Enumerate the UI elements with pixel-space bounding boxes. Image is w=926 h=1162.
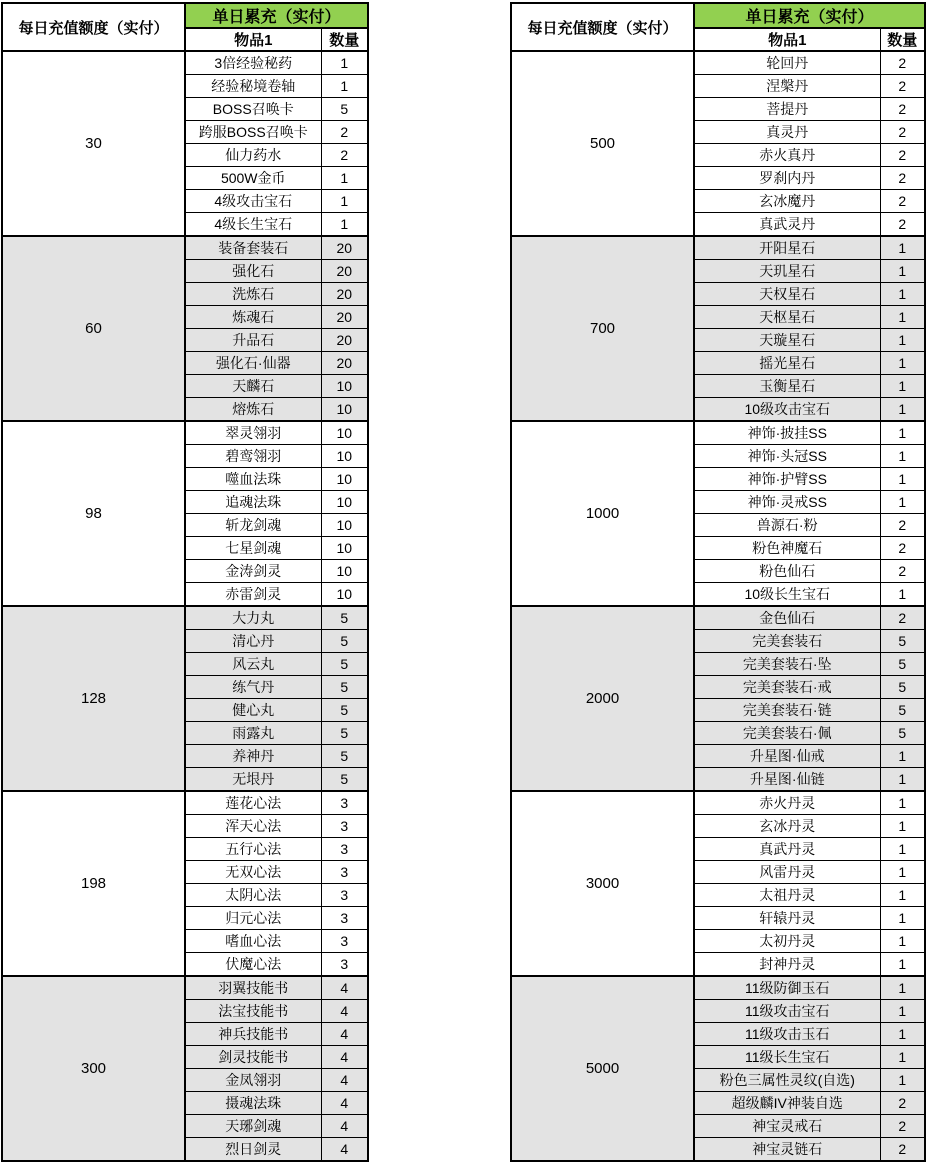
item-name-cell: 熔炼石 <box>185 398 321 422</box>
item-qty-cell: 1 <box>880 861 925 884</box>
item-qty-cell: 10 <box>321 560 368 583</box>
item-qty-cell: 20 <box>321 306 368 329</box>
item-name-cell: 11级攻击宝石 <box>694 1000 880 1023</box>
item-qty-cell: 1 <box>880 884 925 907</box>
item-name-cell: 神饰·头冠SS <box>694 445 880 468</box>
item-qty-cell: 1 <box>880 283 925 306</box>
item-name-cell: 升品石 <box>185 329 321 352</box>
qty-column-header: 数量 <box>321 28 368 51</box>
item-name-cell: 五行心法 <box>185 838 321 861</box>
item-qty-cell: 1 <box>321 167 368 190</box>
item-qty-cell: 5 <box>880 653 925 676</box>
item-qty-cell: 2 <box>880 144 925 167</box>
item-qty-cell: 10 <box>321 375 368 398</box>
item-qty-cell: 3 <box>321 838 368 861</box>
item-qty-cell: 1 <box>880 445 925 468</box>
item-qty-cell: 1 <box>880 1069 925 1092</box>
item-name-cell: 真武灵丹 <box>694 213 880 237</box>
item-name-cell: 4级长生宝石 <box>185 213 321 237</box>
item-name-cell: 风雷丹灵 <box>694 861 880 884</box>
item-name-cell: 玄冰魔丹 <box>694 190 880 213</box>
item-name-cell: 七星剑魂 <box>185 537 321 560</box>
item-qty-cell: 5 <box>321 676 368 699</box>
item-name-cell: 天枢星石 <box>694 306 880 329</box>
item-qty-cell: 2 <box>880 1115 925 1138</box>
amount-cell: 2000 <box>511 606 694 791</box>
daily-total-header: 单日累充（实付） <box>185 3 368 28</box>
table-row <box>2 421 368 445</box>
item-name-cell: 天麟石 <box>185 375 321 398</box>
table-row <box>511 51 925 75</box>
amount-cell: 5000 <box>511 976 694 1161</box>
table-row <box>511 791 925 815</box>
table-row <box>2 791 368 815</box>
item-name-cell: 雨露丸 <box>185 722 321 745</box>
item-name-cell: 浑天心法 <box>185 815 321 838</box>
table-row <box>2 606 368 630</box>
table-row <box>511 236 925 260</box>
item-name-cell: 斩龙剑魂 <box>185 514 321 537</box>
item-qty-cell: 2 <box>880 98 925 121</box>
item-name-cell: 11级攻击玉石 <box>694 1023 880 1046</box>
item-qty-cell: 1 <box>880 1023 925 1046</box>
item-name-cell: 菩提丹 <box>694 98 880 121</box>
item-qty-cell: 1 <box>880 838 925 861</box>
amount-cell: 3000 <box>511 791 694 976</box>
amount-cell: 300 <box>2 976 185 1161</box>
item-name-cell: 10级攻击宝石 <box>694 398 880 422</box>
header-row-1 <box>2 3 368 28</box>
item-name-cell: 太祖丹灵 <box>694 884 880 907</box>
item-qty-cell: 1 <box>880 930 925 953</box>
item-qty-cell: 1 <box>321 51 368 75</box>
item-qty-cell: 1 <box>880 468 925 491</box>
item-qty-cell: 5 <box>321 653 368 676</box>
item-name-cell: 大力丸 <box>185 606 321 630</box>
item-qty-cell: 1 <box>880 421 925 445</box>
daily-total-header: 单日累充（实付） <box>694 3 925 28</box>
item-qty-cell: 4 <box>321 1138 368 1162</box>
item-qty-cell: 3 <box>321 815 368 838</box>
daily-recharge-table-right <box>510 2 926 1162</box>
item-name-cell: 健心丸 <box>185 699 321 722</box>
item-qty-cell: 1 <box>880 768 925 792</box>
item-name-cell: 粉色神魔石 <box>694 537 880 560</box>
item-qty-cell: 2 <box>880 537 925 560</box>
item-qty-cell: 1 <box>880 953 925 977</box>
item-qty-cell: 3 <box>321 791 368 815</box>
item-name-cell: 神宝灵链石 <box>694 1138 880 1162</box>
item-name-cell: 炼魂石 <box>185 306 321 329</box>
item-qty-cell: 2 <box>880 560 925 583</box>
item-name-cell: 粉色三属性灵纹(自选) <box>694 1069 880 1092</box>
item-qty-cell: 5 <box>880 699 925 722</box>
item-qty-cell: 5 <box>321 630 368 653</box>
item-qty-cell: 4 <box>321 1000 368 1023</box>
item-name-cell: 天权星石 <box>694 283 880 306</box>
item-qty-cell: 5 <box>321 98 368 121</box>
amount-cell: 30 <box>2 51 185 236</box>
item-name-cell: 开阳星石 <box>694 236 880 260</box>
item-qty-cell: 10 <box>321 398 368 422</box>
table-row <box>2 51 368 75</box>
item-qty-cell: 1 <box>880 907 925 930</box>
item-qty-cell: 10 <box>321 537 368 560</box>
item-name-cell: 神饰·披挂SS <box>694 421 880 445</box>
item-qty-cell: 2 <box>880 75 925 98</box>
item-qty-cell: 1 <box>880 375 925 398</box>
item-qty-cell: 1 <box>321 190 368 213</box>
item-name-cell: 噬血法珠 <box>185 468 321 491</box>
item-name-cell: 摇光星石 <box>694 352 880 375</box>
amount-column-header: 每日充值额度（实付） <box>2 3 185 51</box>
item-name-cell: 无垠丹 <box>185 768 321 792</box>
item-qty-cell: 2 <box>321 121 368 144</box>
item-name-cell: 烈日剑灵 <box>185 1138 321 1162</box>
item-name-cell: 天琊剑魂 <box>185 1115 321 1138</box>
item-name-cell: 封神丹灵 <box>694 953 880 977</box>
item-qty-cell: 5 <box>321 768 368 792</box>
item-qty-cell: 3 <box>321 907 368 930</box>
item-name-cell: 羽翼技能书 <box>185 976 321 1000</box>
item-name-cell: 法宝技能书 <box>185 1000 321 1023</box>
item-name-cell: 轮回丹 <box>694 51 880 75</box>
item-qty-cell: 2 <box>880 190 925 213</box>
item-name-cell: 神饰·灵戒SS <box>694 491 880 514</box>
item-name-cell: 500W金币 <box>185 167 321 190</box>
item-name-cell: 摄魂法珠 <box>185 1092 321 1115</box>
item-qty-cell: 5 <box>880 676 925 699</box>
item-name-cell: 跨服BOSS召唤卡 <box>185 121 321 144</box>
item-name-cell: 无双心法 <box>185 861 321 884</box>
item-name-cell: 10级长生宝石 <box>694 583 880 607</box>
item-name-cell: 涅槃丹 <box>694 75 880 98</box>
amount-cell: 98 <box>2 421 185 606</box>
item-name-cell: 神饰·护臂SS <box>694 468 880 491</box>
item-name-cell: 罗刹内丹 <box>694 167 880 190</box>
item-name-cell: 仙力药水 <box>185 144 321 167</box>
item-name-cell: 装备套装石 <box>185 236 321 260</box>
item-qty-cell: 1 <box>880 976 925 1000</box>
item-name-cell: 赤雷剑灵 <box>185 583 321 607</box>
item-name-cell: 粉色仙石 <box>694 560 880 583</box>
item-qty-cell: 10 <box>321 421 368 445</box>
item-qty-cell: 4 <box>321 1092 368 1115</box>
amount-column-header: 每日充值额度（实付） <box>511 3 694 51</box>
amount-cell: 60 <box>2 236 185 421</box>
item-name-cell: 归元心法 <box>185 907 321 930</box>
item-qty-cell: 20 <box>321 260 368 283</box>
item-name-cell: 轩辕丹灵 <box>694 907 880 930</box>
amount-cell: 198 <box>2 791 185 976</box>
item-qty-cell: 2 <box>880 167 925 190</box>
item-name-cell: 玄冰丹灵 <box>694 815 880 838</box>
item-name-cell: 兽源石·粉 <box>694 514 880 537</box>
item-qty-cell: 2 <box>880 514 925 537</box>
item-name-cell: 金色仙石 <box>694 606 880 630</box>
item-qty-cell: 1 <box>880 260 925 283</box>
item-name-cell: 超级麟IV神装自选 <box>694 1092 880 1115</box>
item-qty-cell: 4 <box>321 1023 368 1046</box>
item-qty-cell: 2 <box>880 1138 925 1162</box>
item-qty-cell: 1 <box>880 398 925 422</box>
item-qty-cell: 1 <box>880 815 925 838</box>
item-name-cell: 强化石·仙器 <box>185 352 321 375</box>
item-qty-cell: 10 <box>321 445 368 468</box>
item-name-cell: 风云丸 <box>185 653 321 676</box>
item-name-cell: 4级攻击宝石 <box>185 190 321 213</box>
item-qty-cell: 1 <box>880 329 925 352</box>
item-name-cell: 金涛剑灵 <box>185 560 321 583</box>
item-name-cell: 养神丹 <box>185 745 321 768</box>
item-qty-cell: 5 <box>321 745 368 768</box>
item-qty-cell: 1 <box>880 745 925 768</box>
amount-cell: 500 <box>511 51 694 236</box>
item-qty-cell: 20 <box>321 236 368 260</box>
item-qty-cell: 1 <box>321 75 368 98</box>
item-qty-cell: 2 <box>880 51 925 75</box>
item-name-cell: 金凤翎羽 <box>185 1069 321 1092</box>
item-name-cell: 11级防御玉石 <box>694 976 880 1000</box>
item-qty-cell: 5 <box>880 722 925 745</box>
daily-recharge-table-left <box>1 2 369 1162</box>
item-qty-cell: 4 <box>321 1115 368 1138</box>
item-qty-cell: 2 <box>880 1092 925 1115</box>
table-row <box>2 976 368 1000</box>
item-qty-cell: 5 <box>321 722 368 745</box>
item-qty-cell: 1 <box>880 1000 925 1023</box>
item-name-cell: 3倍经验秘药 <box>185 51 321 75</box>
item-name-cell: 玉衡星石 <box>694 375 880 398</box>
item-qty-cell: 10 <box>321 514 368 537</box>
amount-cell: 1000 <box>511 421 694 606</box>
item-qty-cell: 1 <box>321 213 368 237</box>
item-qty-cell: 2 <box>880 121 925 144</box>
item-name-cell: 经验秘境卷轴 <box>185 75 321 98</box>
item-name-cell: 莲花心法 <box>185 791 321 815</box>
table-row <box>511 421 925 445</box>
item-name-cell: 强化石 <box>185 260 321 283</box>
item-name-cell: 清心丹 <box>185 630 321 653</box>
item-name-cell: 真武丹灵 <box>694 838 880 861</box>
item-qty-cell: 1 <box>880 1046 925 1069</box>
item-name-cell: 伏魔心法 <box>185 953 321 977</box>
item-qty-cell: 3 <box>321 861 368 884</box>
item-name-cell: 完美套装石 <box>694 630 880 653</box>
item-qty-cell: 4 <box>321 976 368 1000</box>
table-row <box>511 976 925 1000</box>
item-qty-cell: 4 <box>321 1046 368 1069</box>
item-qty-cell: 1 <box>880 583 925 607</box>
item-column-header: 物品1 <box>694 28 880 51</box>
item-qty-cell: 1 <box>880 236 925 260</box>
table-row <box>511 606 925 630</box>
item-name-cell: 升星图·仙链 <box>694 768 880 792</box>
item-name-cell: BOSS召唤卡 <box>185 98 321 121</box>
item-qty-cell: 10 <box>321 491 368 514</box>
item-name-cell: 太初丹灵 <box>694 930 880 953</box>
item-name-cell: 剑灵技能书 <box>185 1046 321 1069</box>
item-qty-cell: 3 <box>321 953 368 977</box>
item-name-cell: 完美套装石·佩 <box>694 722 880 745</box>
item-qty-cell: 1 <box>880 491 925 514</box>
item-qty-cell: 10 <box>321 583 368 607</box>
item-qty-cell: 5 <box>321 606 368 630</box>
item-qty-cell: 3 <box>321 884 368 907</box>
item-name-cell: 翠灵翎羽 <box>185 421 321 445</box>
item-name-cell: 真灵丹 <box>694 121 880 144</box>
item-name-cell: 完美套装石·戒 <box>694 676 880 699</box>
item-qty-cell: 2 <box>880 213 925 237</box>
item-name-cell: 洗炼石 <box>185 283 321 306</box>
item-name-cell: 碧鸾翎羽 <box>185 445 321 468</box>
item-qty-cell: 5 <box>880 630 925 653</box>
item-qty-cell: 3 <box>321 930 368 953</box>
item-qty-cell: 4 <box>321 1069 368 1092</box>
item-qty-cell: 1 <box>880 306 925 329</box>
header-row-1 <box>511 3 925 28</box>
item-qty-cell: 20 <box>321 352 368 375</box>
item-qty-cell: 1 <box>880 791 925 815</box>
item-name-cell: 天玑星石 <box>694 260 880 283</box>
amount-cell: 128 <box>2 606 185 791</box>
item-qty-cell: 5 <box>321 699 368 722</box>
item-name-cell: 天璇星石 <box>694 329 880 352</box>
item-name-cell: 神宝灵戒石 <box>694 1115 880 1138</box>
item-qty-cell: 10 <box>321 468 368 491</box>
item-name-cell: 完美套装石·链 <box>694 699 880 722</box>
item-name-cell: 升星图·仙戒 <box>694 745 880 768</box>
item-name-cell: 太阴心法 <box>185 884 321 907</box>
qty-column-header: 数量 <box>880 28 925 51</box>
item-column-header: 物品1 <box>185 28 321 51</box>
item-qty-cell: 2 <box>321 144 368 167</box>
item-name-cell: 赤火丹灵 <box>694 791 880 815</box>
item-qty-cell: 20 <box>321 329 368 352</box>
item-qty-cell: 2 <box>880 606 925 630</box>
item-name-cell: 嗜血心法 <box>185 930 321 953</box>
item-name-cell: 追魂法珠 <box>185 491 321 514</box>
item-qty-cell: 20 <box>321 283 368 306</box>
table-row <box>2 236 368 260</box>
item-name-cell: 完美套装石·坠 <box>694 653 880 676</box>
item-name-cell: 赤火真丹 <box>694 144 880 167</box>
item-qty-cell: 1 <box>880 352 925 375</box>
item-name-cell: 练气丹 <box>185 676 321 699</box>
amount-cell: 700 <box>511 236 694 421</box>
item-name-cell: 11级长生宝石 <box>694 1046 880 1069</box>
item-name-cell: 神兵技能书 <box>185 1023 321 1046</box>
